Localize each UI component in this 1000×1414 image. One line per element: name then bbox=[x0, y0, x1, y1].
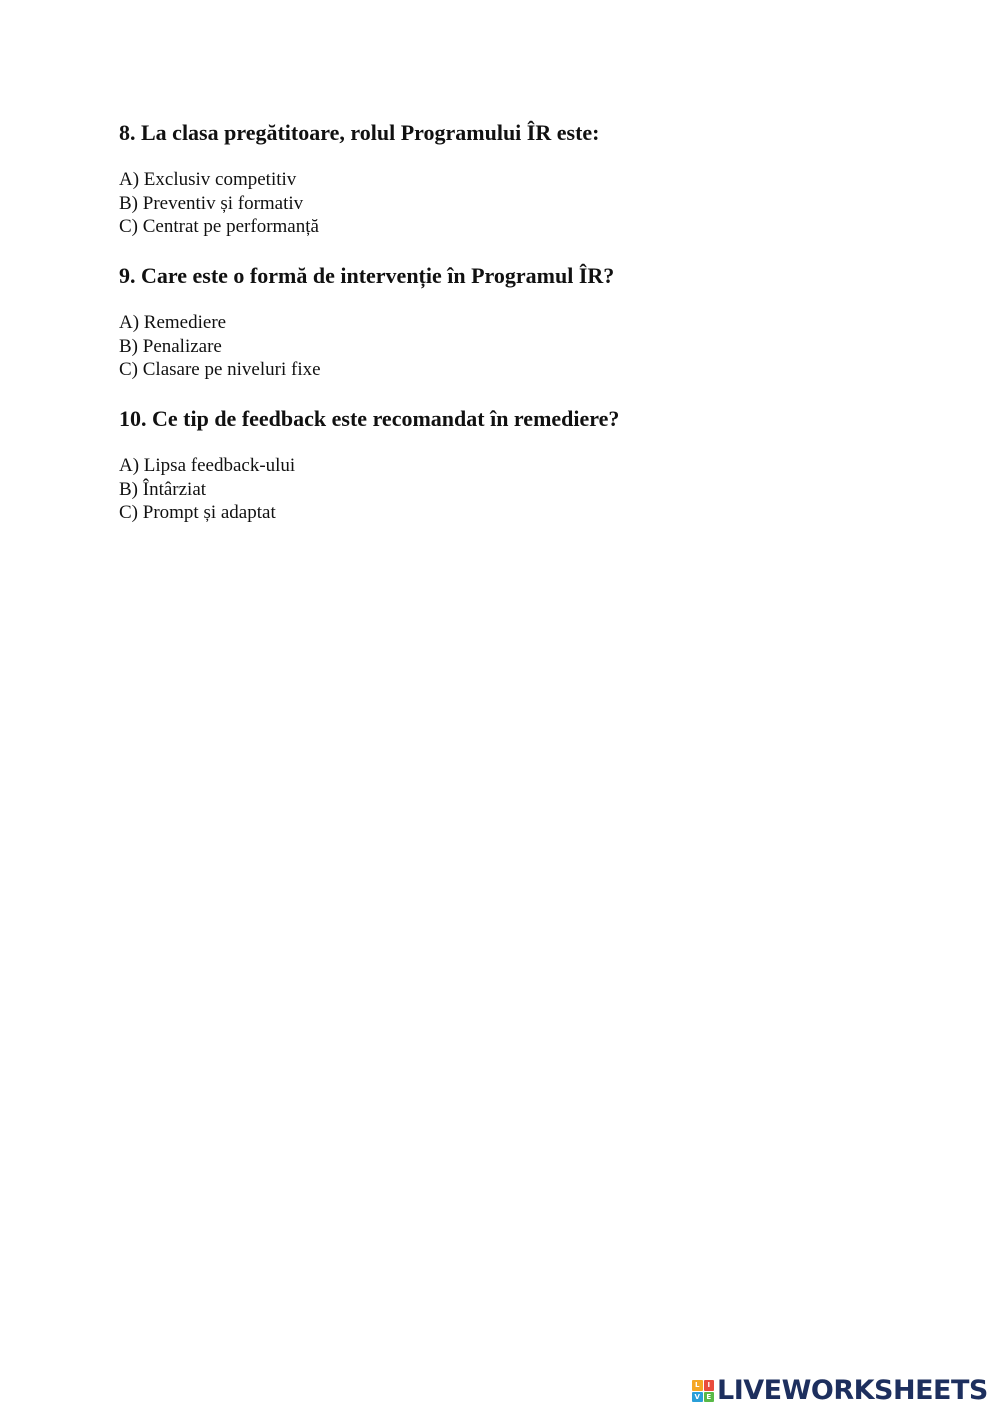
question-title: 9. Care este o formă de intervenție în Programul ÎR? bbox=[119, 263, 615, 288]
answer-option-a: A) Remediere bbox=[119, 312, 227, 333]
answer-option-c: C) Prompt și adaptat bbox=[119, 502, 276, 523]
answer-options bbox=[119, 454, 939, 525]
answer-option-c: C) Centrat pe performanță bbox=[119, 216, 319, 237]
question-10 bbox=[119, 406, 939, 525]
logo-mark-letter-i: I bbox=[704, 1380, 715, 1391]
answer-option-a: A) Exclusiv competitiv bbox=[119, 169, 297, 190]
question-8 bbox=[119, 120, 939, 239]
answer-option-a: A) Lipsa feedback-ului bbox=[119, 455, 296, 476]
answer-option-b: B) Întârziat bbox=[119, 478, 207, 500]
logo-mark-letter-e: E bbox=[704, 1392, 715, 1403]
logo-mark-letter-l: L bbox=[692, 1380, 703, 1391]
liveworksheets-logo bbox=[692, 1376, 988, 1406]
question-9 bbox=[119, 263, 939, 382]
answer-option-b: B) Preventiv și formativ bbox=[119, 192, 304, 214]
logo-wordmark: LIVEWORKSHEETS bbox=[717, 1375, 988, 1406]
liveworksheets-logo-icon bbox=[692, 1380, 714, 1402]
logo-mark-letter-v: V bbox=[692, 1392, 703, 1403]
answer-option-c: C) Clasare pe niveluri fixe bbox=[119, 359, 321, 380]
answer-options bbox=[119, 311, 939, 382]
answer-option-b: B) Penalizare bbox=[119, 335, 222, 357]
question-title: 10. Ce tip de feedback este recomandat în remediere? bbox=[119, 406, 620, 431]
question-title: 8. La clasa pregătitoare, rolul Programului ÎR este: bbox=[119, 120, 600, 145]
answer-options bbox=[119, 168, 939, 239]
